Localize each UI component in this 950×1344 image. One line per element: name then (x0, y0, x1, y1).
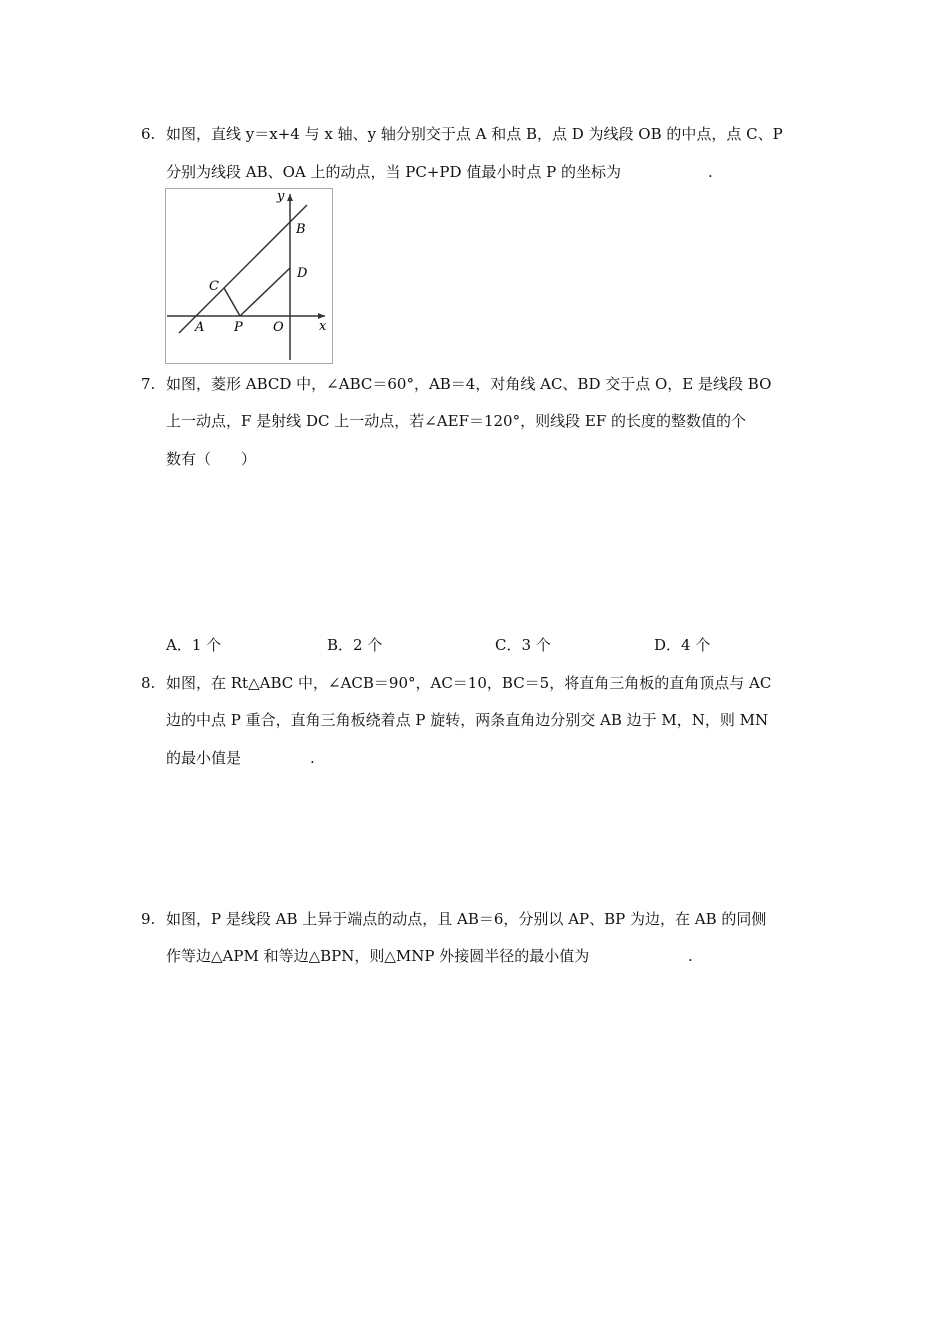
q6-blank-end: . (708, 163, 713, 181)
q7-choice-a: A．1 个 (166, 636, 222, 654)
q8-line2: 边的中点 P 重合，直角三角板绕着点 P 旋转，两条直角边分别交 AB 边于 M，N，则 MN (166, 711, 769, 729)
label-c: C (209, 279, 219, 294)
label-d: D (297, 266, 308, 281)
q6-number: 6. (141, 125, 156, 143)
label-o: O (273, 320, 284, 335)
q6-figure (165, 188, 333, 364)
q9-line1: 如图，P 是线段 AB 上异于端点的动点，且 AB＝6，分别以 AP、BP 为边，在 AB 的同侧 (166, 910, 767, 928)
label-a: A (195, 320, 205, 335)
q7-choice-b: B．2 个 (327, 636, 383, 654)
q9-blank-end: . (688, 947, 693, 965)
q6-line1: 如图，直线 y＝x+4 与 x 轴、y 轴分别交于点 A 和点 B，点 D 为线段 OB 的中点，点 C、P (166, 125, 783, 143)
q7-line1: 如图，菱形 ABCD 中，∠ABC＝60°，AB＝4，对角线 AC、BD 交于点 O，E 是线段 BO (166, 375, 772, 393)
q7-line3: 数有（ ） (166, 450, 257, 468)
q9-number: 9. (141, 910, 156, 928)
q8-number: 8. (141, 674, 156, 692)
q8-blank-end: . (310, 749, 315, 767)
label-b: B (296, 222, 306, 237)
figure-border (166, 189, 333, 364)
q7-number: 7. (141, 375, 156, 393)
q7-choice-c: C．3 个 (495, 636, 551, 654)
q7-line2: 上一动点，F 是射线 DC 上一动点，若∠AEF＝120°，则线段 EF 的长度的整数值的个 (166, 412, 747, 430)
q8-line1: 如图，在 Rt△ABC 中，∠ACB＝90°，AC＝10，BC＝5，将直角三角板的直角顶点与 AC (166, 674, 772, 692)
q7-choice-d: D．4 个 (654, 636, 711, 654)
label-y: y (277, 189, 285, 204)
q9-line2: 作等边△APM 和等边△BPN，则△MNP 外接圆半径的最小值为 (166, 947, 590, 965)
label-x: x (319, 319, 327, 334)
q8-line3: 的最小值是 (166, 749, 242, 767)
label-p: P (234, 320, 243, 335)
q6-line2: 分别为线段 AB、OA 上的动点，当 PC+PD 值最小时点 P 的坐标为 (166, 163, 621, 181)
